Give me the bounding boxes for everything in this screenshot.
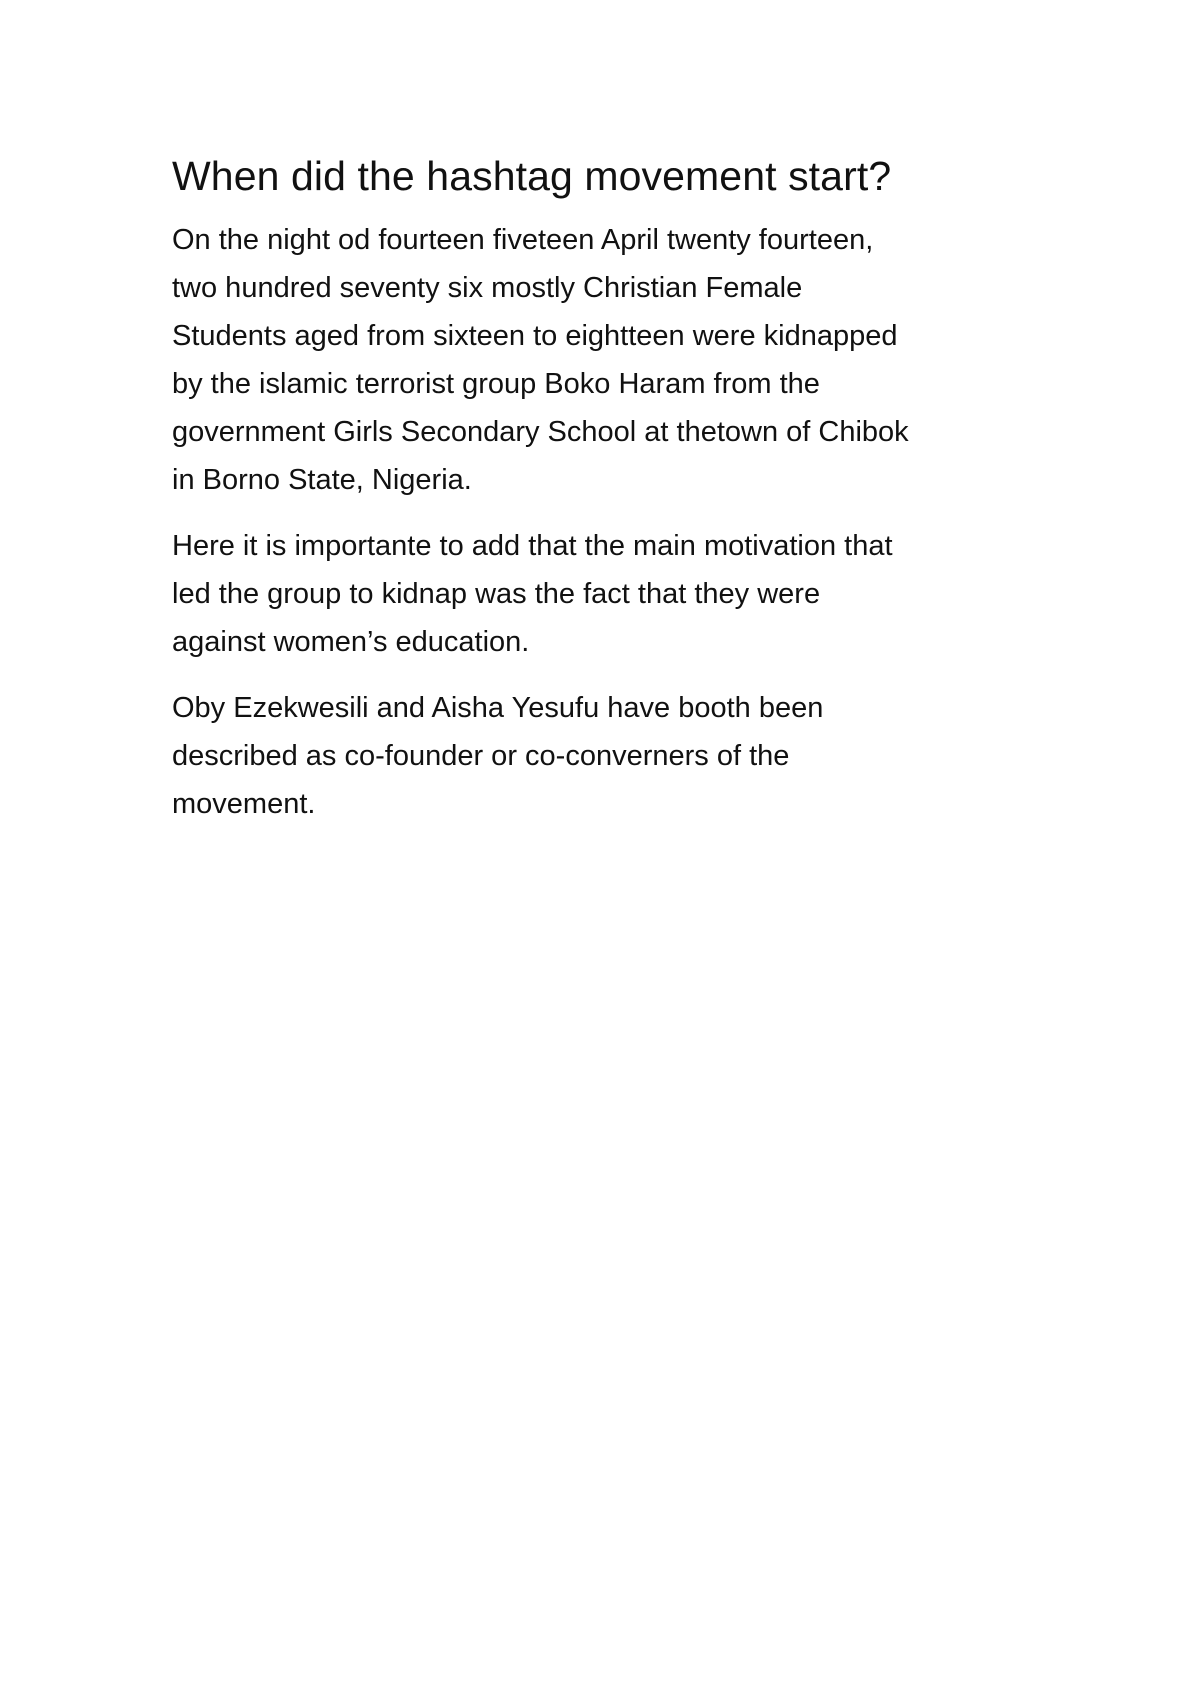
paragraph-motivation [172,522,1052,666]
document-title: When did the hashtag movement start? [172,153,892,199]
paragraph-line: against women’s education. [172,626,530,658]
paragraph-line: led the group to kidnap was the fact that they were [172,578,821,610]
paragraph-kidnapping [172,216,1052,504]
paragraph-line: two hundred seventy six mostly Christian Female [172,272,803,304]
paragraph-line: Students aged from sixteen to eightteen were kidnapped [172,320,898,352]
paragraph-line: Here it is importante to add that the main motivation that [172,530,893,562]
paragraph-line: described as co-founder or co-converners of the [172,740,790,772]
paragraph-line: Oby Ezekwesili and Aisha Yesufu have booth been [172,692,824,724]
paragraph-line: by the islamic terrorist group Boko Haram from the [172,368,820,400]
paragraph-line: movement. [172,788,316,820]
document-body [172,150,1052,846]
paragraph-line: On the night od fourteen fiveteen April twenty fourteen, [172,224,874,256]
paragraph-line: in Borno State, Nigeria. [172,464,472,496]
paragraph-line: government Girls Secondary School at thetown of Chibok [172,416,909,448]
paragraph-founders [172,684,1052,828]
